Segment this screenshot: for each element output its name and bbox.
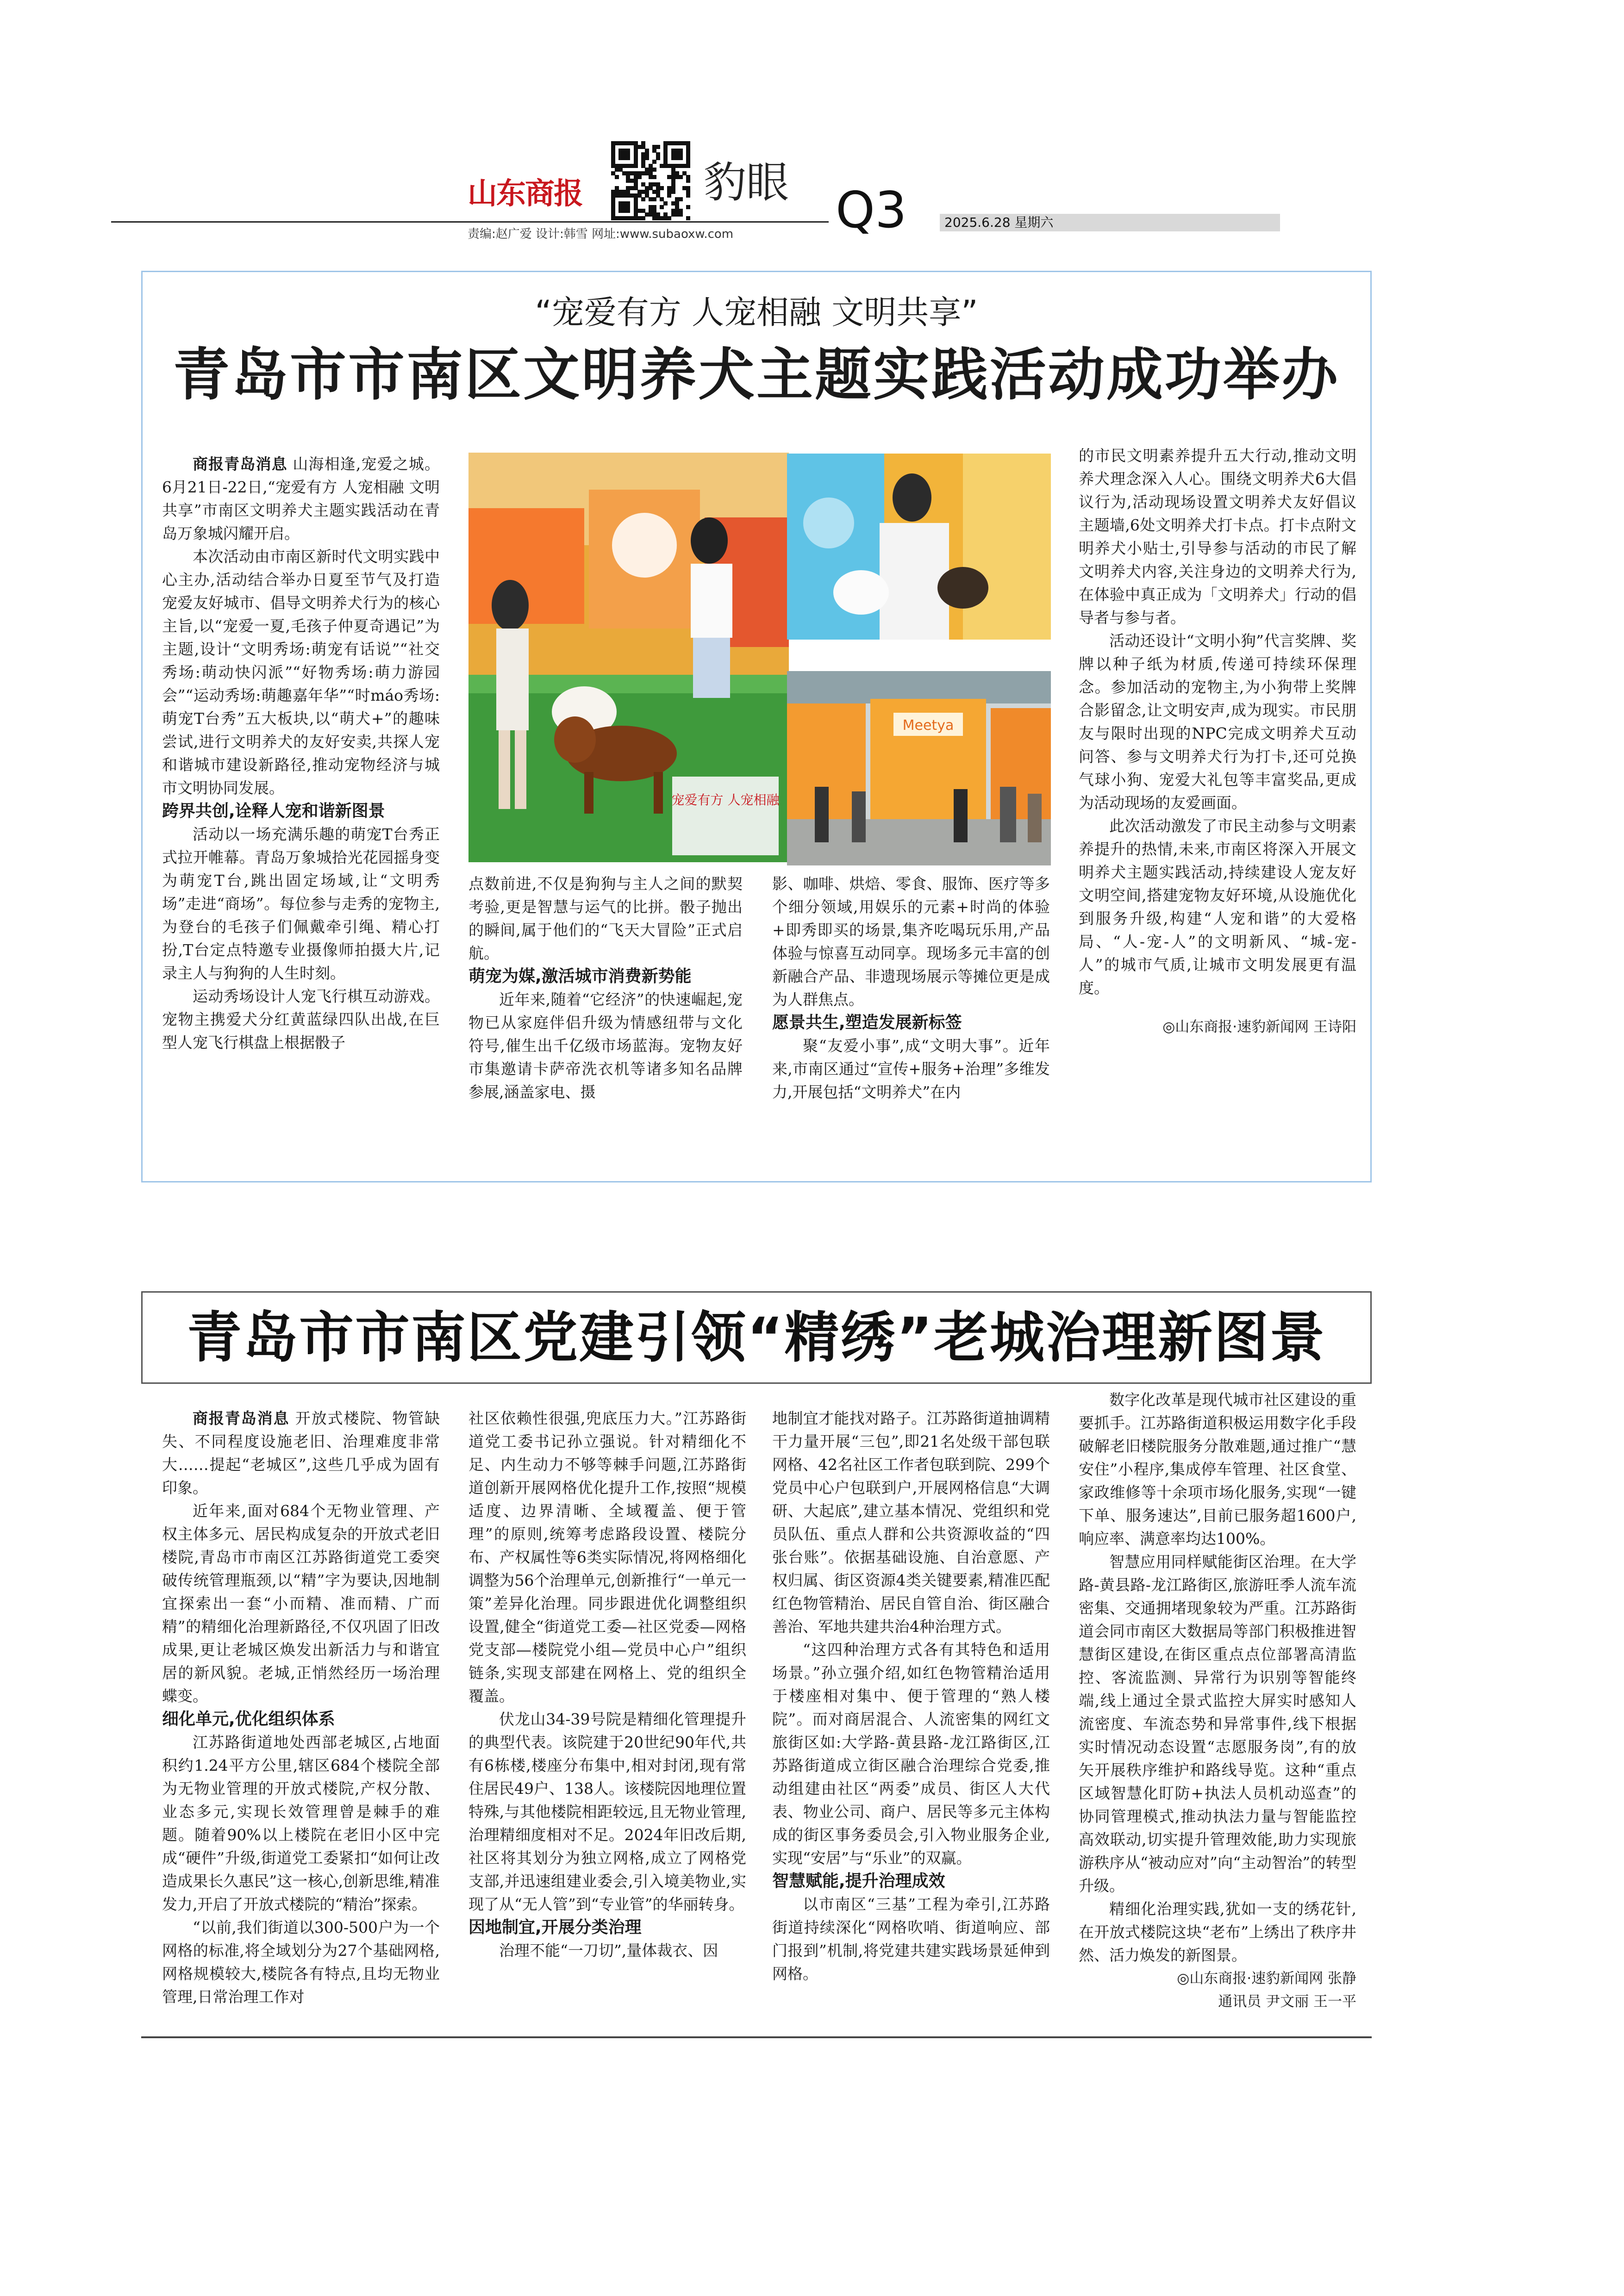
paragraph: 地制宜才能找对路子。江苏路街道抽调精干力量开展“三包”,即21名处级干部包联网格、42名社区工作者包联到院、299个党员中心户包联到户,开展网格信息“大调研、大起底”,建立基本情况、党组织和党员队伍、重点人群和公共资源收益的“四张台账”。依据基础设施、自治意愿、产权归属、街区资源4类关键要素,精准匹配红色物管精治、居民自管自治、街区融合善治、军地共建共治4种治理方式。 — [772, 1409, 1050, 1636]
paragraph: 点数前进,不仅是狗狗与主人之间的默契考验,更是智慧与运气的比拼。骰子抛出的瞬间,属于他们的“飞天大冒险”正式启航。 — [468, 875, 743, 962]
issue-date: 2025.6.28 星期六 — [944, 215, 1054, 230]
paragraph: 精细化治理实践,犹如一支的绣花针,在开放式楼院这块“老布”上绣出了秩序井然、活力焕发的新图景。 — [1079, 1900, 1356, 1964]
lead-tag: 商报青岛消息 — [193, 1409, 290, 1427]
paragraph: “这四种治理方式各有其特色和适用场景。”孙立强介绍,如红色物管精治适用于楼座相对集中、便于管理的“熟人楼院”。而对商居混合、人流密集的网红文旅街区如:大学路-黄县路-龙江路街区,江苏路街道成立街区融合治理综合党委,推动组建由社区“两委”成员、街区人大代表、物业公司、商户、居民等多元主体构成的街区事务委员会,引入物业服务企业,实现“安居”与“乐业”的双赢。 — [772, 1641, 1050, 1867]
section-name: 豹眼 — [704, 158, 789, 207]
paragraph-text: 山海相逢,宠爱之城。6月21日-22日,“宠爱有方 人宠相融 文明共享”市南区文明养犬主题实践活动在青岛万象城闪耀开启。 — [162, 455, 440, 542]
article1-lead-paragraph — [162, 453, 440, 545]
article1-column-1 — [162, 453, 440, 1054]
paragraph: 的市民文明素养提升五大行动,推动文明养犬理念深入人心。围绕文明养犬6大倡议行为,活动现场设置文明养犬友好倡议主题墙,6处文明养犬打卡点。打卡点附文明养犬小贴士,引导参与活动的市民了解文明养犬内容,关注身边的文明养犬行为,在体验中真正成为「文明养犬」行动的倡导者与参与者。 — [1079, 447, 1356, 627]
subheading: 愿景共生,塑造发展新标签 — [772, 1013, 962, 1032]
paragraph: 江苏路街道地处西部老城区,占地面积约1.24平方公里,辖区684个楼院全部为无物业管理的开放式楼院,产权分散、业态多元,实现长效管理曾是棘手的难题。随着90%以上楼院在老旧小区中完成“硬件”升级,街道党工委紧扣“如何让改造成果长久惠民”这一核心,创新思维,精准发力,开启了开放式楼院的“精治”探索。 — [162, 1733, 440, 1913]
article2-lead-paragraph — [162, 1407, 440, 1500]
paragraph: 活动以一场充满乐趣的萌宠T台秀正式拉开帷幕。青岛万象城拾光花园摇身变为萌宠T台,跳出固定场域,让“文明秀场”走进“商场”。每位参与走秀的宠物主,为登台的毛孩子们佩戴牵引绳、精心打扮,T台定点特邀专业摄像师拍摄大片,记录主人与狗狗的人生时刻。 — [162, 825, 440, 982]
paragraph: 影、咖啡、烘焙、零食、服饰、医疗等多个细分领域,用娱乐的元素+时尚的体验+即秀即买的场景,集齐吃喝玩乐用,产品体验与惊喜互动同享。现场多元丰富的创新融合产品、非遗现场展示等摊位更是成为人群焦点。 — [772, 875, 1050, 1008]
subheading: 跨界共创,诠释人宠和谐新图景 — [162, 802, 385, 821]
article2-column-2 — [468, 1407, 746, 1962]
booth-sign: Meetya — [902, 717, 954, 734]
paragraph: 本次活动由市南区新时代文明实践中心主办,活动结合举办日夏至节气及打造宠爱友好城市、倡导文明养犬行为的核心主旨,以“宠爱一夏,毛孩子仲夏奇遇记”为主题,设计“文明秀场:萌宠有话说”“社交秀场:萌动快闪派”“好物秀场:萌力游园会”“运动秀场:萌趣嘉年华”“时máo秀场:萌宠T台秀”五大板块,以“萌犬+”的趣味尝试,进行文明养犬的友好安卖,共探人宠和谐城市建设新路径,推动宠物经济与城市文明协同发展。 — [162, 548, 440, 797]
paragraph: 伏龙山34-39号院是精细化管理提升的典型代表。该院建于20世纪90年代,共有6栋楼,楼座分布集中,相对封闭,现有常住居民49户、138人。该楼院因地理位置特殊,与其他楼院相距较远,且无物业管理,治理精细度相对不足。2024年旧改后期,社区将其划分为独立网格,成立了网格党支部,并迅速组建业委会,引入境美物业,实现了从“无人管”到“专业管”的华丽转身。 — [468, 1710, 746, 1913]
paragraph: 活动还设计“文明小狗”代言奖牌、奖牌以种子纸为材质,传递可持续环保理念。参加活动的宠物主,为小狗带上奖牌合影留念,让文明安声,成为现实。市民朋友与限时出现的NPC完成文明养犬互动问答、参与文明养犬行为打卡,还可兑换气球小狗、宠爱大礼包等丰富奖品,更成为活动现场的友爱画面。 — [1079, 632, 1356, 812]
article1-byline: ◎山东商报·速豹新闻网 王诗阳 — [1162, 1019, 1356, 1035]
photo-dog-show — [468, 453, 789, 862]
paragraph: 近年来,随着“它经济”的快速崛起,宠物已从家庭伴侣升级为情感纽带与文化符号,催生出千亿级市场蓝海。宠物友好市集邀请卡萨帝洗衣机等诸多知名品牌参展,涵盖家电、摄 — [468, 990, 743, 1101]
paragraph-text: 开放式楼院、物管缺失、不同程度设施老旧、治理难度非常大……提起“老城区”,这些几乎成为固有印象。 — [162, 1409, 440, 1497]
subheading: 因地制宜,开展分类治理 — [468, 1918, 642, 1937]
photo1-caption: 宠爱有方 人宠相融 — [671, 792, 780, 808]
masthead-rule — [111, 221, 829, 223]
photo-pet-market — [787, 671, 1051, 865]
paragraph: 此次活动激发了市民主动参与文明素养提升的热情,未来,市南区将深入开展文明养犬主题实践活动,持续建设人宠友好文明空间,搭建宠物友好环境,从设施优化到服务升级,构建“人宠和谐”的大爱格局、“人-宠-人”的文明新风、“城-宠-人”的城市气质,让城市文明发展更有温度。 — [1079, 817, 1356, 997]
article2-byline: ◎山东商报·速豹新闻网 张静 — [1177, 1970, 1356, 1987]
article2-column-4 — [1079, 1388, 1356, 2013]
page-code: Q3 — [836, 181, 907, 239]
subheading: 萌宠为媒,激活城市消费新势能 — [468, 967, 692, 986]
article2-column-3 — [772, 1407, 1050, 1985]
article2-column-1 — [162, 1407, 440, 2009]
article2-byline-contributors: 通讯员 尹文丽 王一平 — [1218, 1993, 1356, 2010]
paragraph: 以市南区“三基”工程为牵引,江苏路街道持续深化“网格吹哨、街道响应、部门报到”机制,将党建共建实践场景延伸到网格。 — [772, 1895, 1050, 1983]
paragraph: 数字化改革是现代城市社区建设的重要抓手。江苏路街道积极运用数字化手段破解老旧楼院服务分散难题,通过推广“慧安住”小程序,集成停车管理、社区食堂、家政维修等十余项市场化服务,实现“一键下单、服务速达”,目前已服务超1600户,响应率、满意率均达100%。 — [1079, 1391, 1356, 1548]
paragraph: “以前,我们街道以300-500户为一个网格的标准,将全域划分为27个基础网格,网格规模较大,楼院各有特点,且均无物业管理,日常治理工作对 — [162, 1918, 440, 2006]
paragraph: 运动秀场设计人宠飞行棋互动游戏。宠物主携爱犬分红黄蓝绿四队出战,在巨型人宠飞行棋盘上根据骰子 — [162, 987, 440, 1052]
article2-title: 青岛市市南区党建引领“精绣”老城治理新图景 — [187, 1306, 1326, 1369]
bottom-rule — [141, 2036, 1372, 2038]
qr-code-icon — [611, 141, 690, 220]
paragraph: 近年来,面对684个无物业管理、产权主体多元、居民构成复杂的开放式老旧楼院,青岛市市南区江苏路街道党工委突破传统管理瓶颈,以“精”字为要诀,因地制宜探索出一套“小而精、准而精、广而精”的精细化治理新路径,不仅巩固了旧改成果,更让老城区焕发出新活力与和谐宜居的新风貌。老城,正悄然经历一场治理蝶变。 — [162, 1502, 440, 1705]
paragraph: 治理不能“一刀切”,量体裁衣、因 — [499, 1941, 718, 1960]
paper-logo: 山东商报 — [468, 177, 582, 211]
subheading: 智慧赋能,提升治理成效 — [772, 1872, 945, 1891]
paragraph: 聚“友爱小事”,成“文明大事”。近年来,市南区通过“宣传+服务+治理”多维发力,开展包括“文明养犬”在内 — [772, 1037, 1050, 1101]
article1-column-3 — [772, 872, 1050, 1104]
editor-credits: 责编:赵广爱 设计:韩雪 网址:www.subaoxw.com — [468, 227, 734, 241]
paragraph: 社区依赖性很强,兜底压力大。”江苏路街道党工委书记孙立强说。针对精细化不足、内生动力不够等棘手问题,江苏路街道创新开展网格优化提升工作,按照“规模适度、边界清晰、全域覆盖、便于管理”的原则,统筹考虑路段设置、楼院分布、产权属性等6类实际情况,将网格细化调整为56个治理单元,创新推行“一单元一策”差异化治理。同步跟进优化调整组织设置,健全“街道党工委—社区党委—网格党支部—楼院党小组—党员中心户”组织链条,实现支部建在网格上、党的组织全覆盖。 — [468, 1409, 746, 1705]
article1-title: 青岛市市南区文明养犬主题实践活动成功举办 — [173, 342, 1340, 408]
article1-column-2 — [468, 872, 743, 1104]
photo-dog-owner — [787, 454, 1051, 640]
article1-column-4 — [1079, 444, 1356, 1039]
paragraph: 智慧应用同样赋能街区治理。在大学路-黄县路-龙江路街区,旅游旺季人流车流密集、交通拥堵现象较为严重。江苏路街道会同市南区大数据局等部门积极推进智慧街区建设,在街区重点点位部署高清监控、客流监测、异常行为识别等智能终端,线上通过全景式监控大屏实时感知人流密度、车流态势和异常事件,线下根据实时情况动态设置“志愿服务岗”,有的放矢开展秩序维护和路线导览。这种“重点区域智慧化盯防+执法人员机动巡查”的协同管理模式,推动执法力量与智能监控高效联动,切实提升管理效能,助力实现旅游秩序从“被动应对”向“主动智治”的转型升级。 — [1079, 1553, 1356, 1895]
article1-kicker: “宠爱有方 人宠相融 文明共享” — [535, 293, 978, 331]
lead-tag: 商报青岛消息 — [193, 455, 287, 473]
subheading: 细化单元,优化组织体系 — [162, 1710, 335, 1729]
